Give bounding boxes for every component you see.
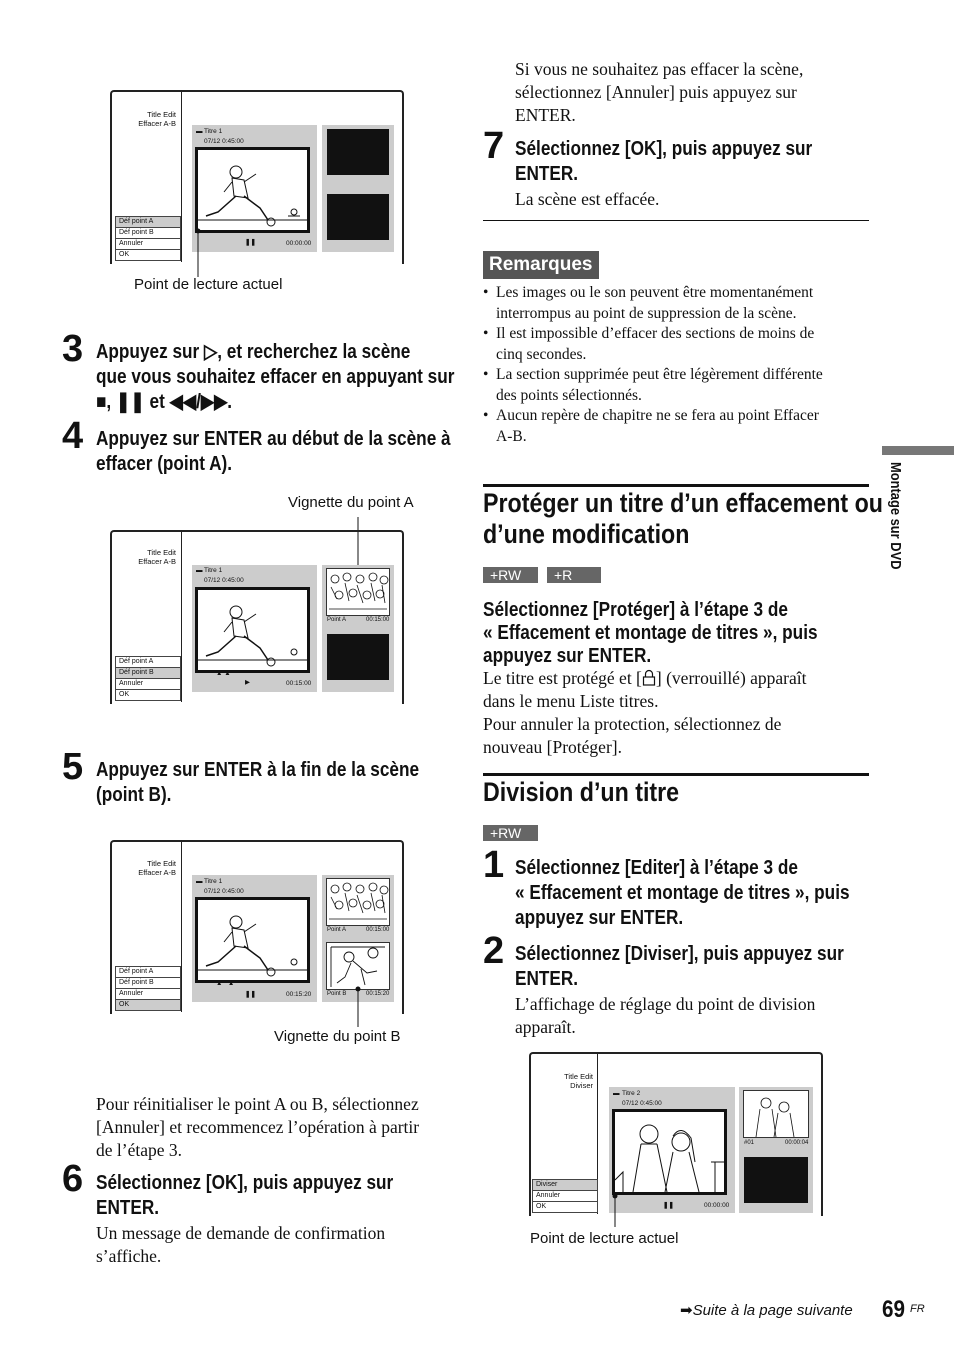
screen-title: Title Edit [564, 1072, 593, 1081]
section-heading: Division d’un titre [483, 777, 680, 807]
callout-thumb-b: Vignette du point B [274, 1028, 401, 1045]
step-title: que vous souhaitez effacer en appuyant sur [96, 366, 455, 388]
step-title: appuyez sur ENTER. [515, 907, 684, 929]
step-number: 3 [62, 328, 84, 370]
screen-effacer-ab-initial [110, 90, 404, 262]
note-line: cinq secondes. [496, 345, 587, 363]
title-icon: ▬ [196, 128, 203, 135]
title-icon: ▬ [196, 878, 203, 885]
note-line: A-B. [496, 427, 527, 445]
thumbnail-empty [744, 1157, 808, 1203]
step-title: ENTER. [515, 163, 579, 185]
step-number: 7 [483, 125, 505, 167]
preview-title: Titre 1 [204, 878, 223, 885]
pause-icon: ❚❚ [245, 239, 256, 246]
preview-date: 07/12 0:45:00 [204, 577, 244, 584]
section-heading: d’une modification [483, 519, 690, 549]
paragraph-line: nouveau [Protéger]. [483, 737, 622, 757]
paragraph-line: s’affiche. [96, 1246, 162, 1266]
page-lang: FR [910, 1303, 925, 1315]
footer-continue[interactable] [680, 1301, 853, 1319]
soccer-player-illustration [198, 900, 307, 980]
step-title: ■, ❚❚ et ◀◀/▶▶. [96, 391, 233, 413]
badge-r: +R [547, 567, 601, 583]
lock-icon [642, 669, 656, 686]
callout-playback-point: Point de lecture actuel [134, 276, 283, 293]
paragraph-fragment: ] (verrouillé) apparaît [655, 668, 807, 688]
paragraph-line: apparaît. [515, 1017, 576, 1037]
menu-item[interactable]: Annuler [115, 989, 181, 1000]
screen-subtitle: Effacer A-B [138, 868, 176, 877]
preview-date: 07/12 0:45:00 [204, 138, 244, 145]
thumbnail-goalkeeper [326, 942, 390, 990]
step-title: ENTER. [96, 1197, 160, 1219]
thumb-label: Point B [327, 991, 347, 997]
note-line: Il est impossible d’effacer des sections de moins de [496, 325, 815, 342]
play-icon: ▶ [245, 679, 250, 686]
pause-icon: ❚❚ [663, 1202, 674, 1209]
time-counter: 00:00:00 [286, 240, 312, 247]
video-frame [195, 147, 310, 233]
time-counter: 00:15:00 [286, 680, 312, 687]
screen-point-a [110, 530, 404, 702]
thumb-label: #01 [744, 1140, 755, 1146]
menu-item[interactable]: OK [115, 1000, 181, 1011]
step-number: 4 [62, 415, 84, 457]
menu-item[interactable]: Annuler [115, 239, 181, 250]
edit-menu [115, 656, 181, 701]
step-title: effacer (point A). [96, 453, 233, 475]
paragraph-fragment: Le titre est protégé et [ [483, 668, 642, 688]
step-title: Sélectionnez [Editer] à l’étape 3 de [515, 857, 798, 879]
paragraph-line: Pour réinitialiser le point A ou B, sélectionnez [96, 1094, 419, 1114]
thumbnail-empty [327, 194, 389, 240]
screen-subtitle: Effacer A-B [138, 119, 176, 128]
thumbnail-empty [327, 129, 389, 175]
badge-rw: +RW [483, 567, 538, 583]
menu-item[interactable]: OK [115, 690, 181, 701]
paragraph-line: Un message de demande de confirmation [96, 1223, 386, 1243]
screen-subtitle: Effacer A-B [138, 557, 176, 566]
divider [483, 220, 869, 221]
preview-title: Titre 1 [204, 128, 223, 135]
step-title: ENTER. [515, 968, 579, 990]
note-line: Les images ou le son peuvent être momentanément [496, 284, 814, 301]
step-title: Sélectionnez [Protéger] à l’étape 3 de [483, 599, 788, 621]
screen-subtitle: Diviser [570, 1081, 593, 1090]
thumbnail-crowd [326, 568, 390, 616]
thumb-time: 00:00:04 [785, 1140, 809, 1146]
screen-diviser [529, 1052, 823, 1214]
step-number: 1 [483, 844, 505, 886]
paragraph-line: Si vous ne souhaitez pas effacer la scène, [515, 59, 804, 79]
preview-date: 07/12 0:45:00 [622, 1100, 662, 1107]
title-icon: ▬ [613, 1090, 620, 1097]
marker-ab-icon: ▲ ▲ [216, 980, 235, 987]
thumb-label: Point A [327, 617, 347, 623]
callout-thumb-a: Vignette du point A [288, 494, 414, 511]
thumb-time: 00:15:00 [366, 617, 390, 623]
paragraph-line: Pour annuler la protection, sélectionnez de [483, 714, 782, 734]
pause-icon: ❚❚ [245, 991, 256, 998]
callout-line [607, 1190, 627, 1230]
menu-item[interactable]: Diviser [532, 1179, 598, 1191]
callout-line [190, 225, 210, 280]
couple-illustration [615, 1112, 724, 1192]
preview-title: Titre 2 [622, 1090, 641, 1097]
side-tab-label: Montage sur DVD [887, 462, 904, 570]
crowd-illustration [327, 879, 389, 925]
side-tab [884, 462, 910, 602]
paragraph-line: L’affichage de réglage du point de division [515, 994, 816, 1014]
step-number: 2 [483, 930, 505, 972]
step-number: 5 [62, 746, 84, 788]
goalkeeper-illustration [327, 943, 389, 989]
menu-item[interactable]: Déf point B [115, 978, 181, 989]
couple-thumb-illustration [744, 1091, 808, 1137]
step-title: Appuyez sur ENTER à la fin de la scène [96, 759, 420, 781]
thumb-time: 00:15:00 [366, 927, 390, 933]
note-line: La section supprimée peut être légèrement différente [496, 366, 823, 383]
note-line: interrompus au point de suppression de la scène. [496, 304, 797, 322]
paragraph-line: sélectionnez [Annuler] puis appuyez sur [515, 82, 797, 102]
step-title: Appuyez sur ENTER au début de la scène à [96, 428, 451, 450]
thumb-label: Point A [327, 927, 347, 933]
menu-item[interactable]: Déf point A [115, 656, 181, 668]
screen-title: Title Edit [147, 859, 176, 868]
step-title: « Effacement et montage de titres », puis [515, 882, 850, 904]
section-rule [483, 484, 869, 487]
step-title: (point B). [96, 784, 172, 806]
time-counter: 00:15:20 [286, 991, 312, 998]
section-rule [483, 773, 869, 776]
section-heading: Protéger un titre d’un effacement ou [483, 488, 883, 518]
paragraph-line: La scène est effacée. [515, 189, 660, 209]
menu-item[interactable]: Déf point B [115, 668, 181, 679]
screen-title: Title Edit [147, 110, 176, 119]
step-title: Sélectionnez [Diviser], puis appuyez sur [515, 943, 844, 965]
crowd-illustration [327, 569, 389, 615]
preview-title: Titre 1 [204, 567, 223, 574]
badge-rw: +RW [483, 825, 538, 841]
step-title: « Effacement et montage de titres », puis [483, 622, 818, 644]
soccer-player-illustration [198, 590, 307, 670]
preview-date: 07/12 0:45:00 [204, 888, 244, 895]
callout-line [350, 985, 366, 1030]
menu-item[interactable]: OK [532, 1202, 598, 1213]
video-frame [195, 897, 310, 983]
menu-item[interactable]: Déf point A [115, 216, 181, 228]
edit-menu [115, 966, 181, 1011]
side-tab-bar [882, 446, 954, 455]
paragraph-line: ENTER. [515, 105, 576, 125]
menu-item[interactable]: Déf point A [115, 966, 181, 978]
menu-item[interactable]: Annuler [532, 1191, 598, 1202]
thumbnail-empty [327, 634, 389, 680]
callout-playback-point: Point de lecture actuel [530, 1230, 679, 1247]
page-number: 69 [882, 1296, 905, 1323]
edit-menu [115, 216, 181, 261]
arrow-right-icon: ➡ [680, 1302, 693, 1319]
video-frame [195, 587, 310, 673]
step-title: appuyez sur ENTER. [483, 645, 652, 667]
marker-a-icon: ▲ ▲ [216, 670, 231, 677]
step-title: Sélectionnez [OK], puis appuyez sur [515, 138, 813, 160]
title-icon: ▬ [196, 567, 203, 574]
thumbnail-crowd [326, 878, 390, 926]
step-title: Appuyez sur ▷, et recherchez la scène [96, 341, 411, 363]
notes-list: • Les images ou le son peuvent être momentanément interrompus au point de suppression de la scène. • Il est impossible d’effacer des sections de moins de cinq secondes. • La section supprimée peut être légèrement différente des points sélectionnés. • Aucun repère de chapitre ne se fera au point Effacer A-B. [483, 283, 873, 447]
paragraph-line: de l’étape 3. [96, 1140, 182, 1160]
menu-item[interactable]: Déf point B [115, 228, 181, 239]
remarques-heading: Remarques [483, 251, 599, 279]
video-frame [612, 1109, 727, 1195]
continue-label: Suite à la page suivante [692, 1302, 853, 1319]
note-line: Aucun repère de chapitre ne se fera au point Effacer [496, 407, 819, 424]
step-number: 6 [62, 1158, 84, 1200]
paragraph-line: dans le menu Liste titres. [483, 691, 659, 711]
paragraph-line: [Annuler] et recommencez l’opération à partir [96, 1117, 420, 1137]
edit-menu [532, 1179, 598, 1213]
thumbnail-couple [743, 1090, 809, 1138]
menu-item[interactable]: OK [115, 250, 181, 261]
time-counter: 00:00:00 [704, 1202, 730, 1209]
soccer-player-illustration [198, 150, 307, 230]
thumb-time: 00:15:20 [366, 991, 390, 997]
screen-title: Title Edit [147, 548, 176, 557]
menu-item[interactable]: Annuler [115, 679, 181, 690]
note-line: des points sélectionnés. [496, 386, 642, 404]
step-title: Sélectionnez [OK], puis appuyez sur [96, 1172, 394, 1194]
